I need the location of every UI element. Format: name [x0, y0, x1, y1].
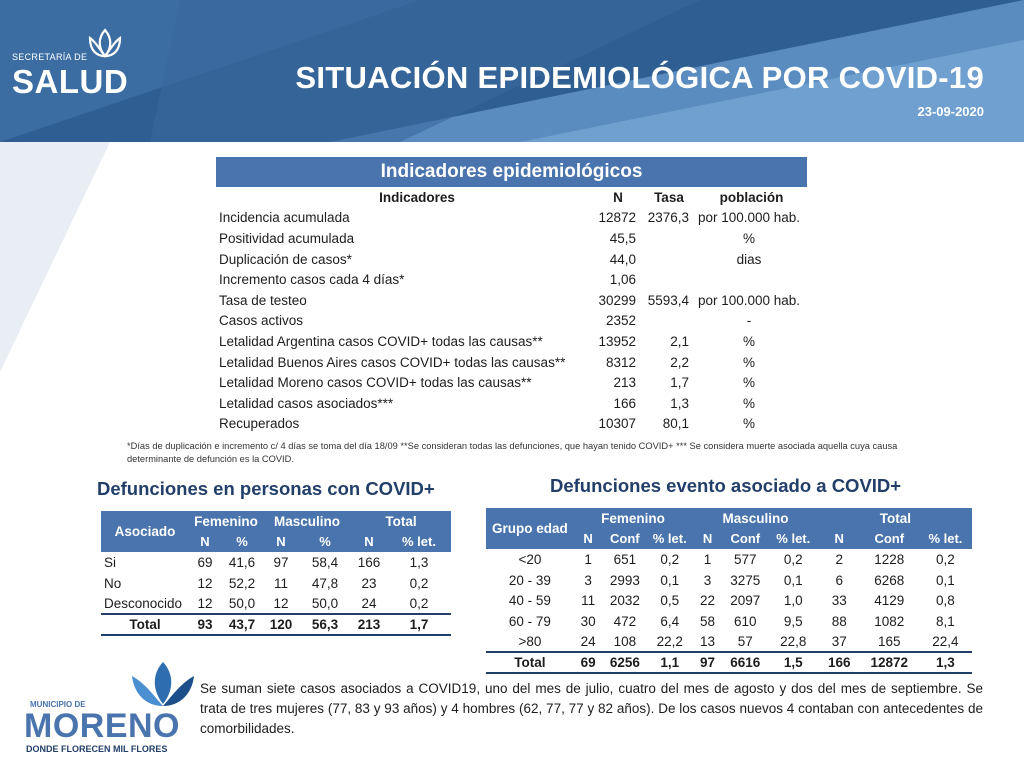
indicator-poblacion: % [742, 354, 755, 370]
sub-col: % let. [928, 531, 963, 547]
indicator-poblacion: - [746, 313, 752, 329]
header-n: N [613, 189, 623, 205]
cell: 13 [700, 633, 716, 649]
municipio-label: MUNICIPIO DE [30, 700, 86, 709]
cell: 37 [831, 633, 847, 649]
deaths-assoc-table [486, 508, 972, 674]
indicator-n: 166 [613, 395, 636, 411]
cell: 1 [703, 551, 712, 567]
cell: 472 [613, 613, 637, 629]
table-row [101, 552, 451, 573]
cell: 52,2 [228, 575, 256, 591]
sub-col: Conf [610, 531, 640, 547]
cell: 6,4 [660, 613, 680, 629]
cell: 0,2 [660, 551, 680, 567]
table-row [486, 590, 972, 611]
table-row [486, 632, 972, 653]
cell: 12 [273, 595, 289, 611]
cell: 50,0 [228, 595, 256, 611]
cell: 0,1 [660, 572, 680, 588]
cell: 33 [831, 593, 847, 609]
municipio-slogan: DONDE FLORECEN MIL FLORES [26, 744, 168, 754]
total-row [101, 614, 451, 635]
total-cell: 56,3 [299, 614, 351, 635]
sub-col: % let. [402, 534, 436, 550]
table-row [486, 611, 972, 632]
row-label: 40 - 59 [508, 593, 551, 609]
cell: 1,3 [409, 554, 429, 570]
indicator-poblacion: por 100.000 hab. [697, 210, 801, 226]
table-row [486, 549, 972, 570]
indicator-n: 1,06 [609, 272, 636, 288]
indicator-n: 30299 [598, 292, 636, 308]
cell: 2993 [609, 572, 640, 588]
cell: 23 [361, 575, 377, 591]
indicator-row [216, 352, 807, 373]
cell: 58,4 [311, 554, 339, 570]
indicators-table [216, 157, 807, 434]
indicator-row [216, 269, 807, 290]
indicator-row [216, 249, 807, 270]
indicator-name: Casos activos [219, 313, 304, 329]
header-indicador: Indicadores [379, 189, 455, 205]
total-cell: 93 [189, 614, 221, 635]
deaths-assoc-title: Defunciones evento asociado a COVID+ [550, 475, 902, 496]
cell: 6268 [874, 572, 905, 588]
indicator-n: 10307 [598, 416, 636, 432]
cell: 2097 [730, 593, 761, 609]
total-cell: 6616 [723, 652, 768, 673]
col-total: Total [385, 513, 417, 529]
indicator-name: Letalidad casos asociados*** [219, 395, 394, 411]
cell: 2 [835, 551, 843, 567]
cell: 0,5 [660, 593, 680, 609]
col-asociado: Asociado [114, 524, 176, 540]
header-tasa: Tasa [654, 189, 684, 205]
indicator-tasa: 80,1 [662, 416, 689, 432]
indicator-poblacion: % [742, 395, 755, 411]
cell: 610 [734, 613, 757, 629]
cell: 57 [737, 633, 753, 649]
indicator-poblacion: % [742, 375, 755, 391]
total-cell: 1,7 [387, 614, 451, 635]
header-accent-shape [0, 142, 110, 372]
indicator-poblacion: % [742, 230, 755, 246]
deaths-covid-table [101, 511, 451, 636]
cell: 108 [613, 633, 637, 649]
total-label: Total [101, 614, 189, 635]
indicator-n: 12872 [598, 210, 636, 226]
sub-col: % [236, 534, 248, 550]
col-total: Total [879, 510, 912, 526]
sub-col: N [834, 531, 844, 547]
total-cell: 166 [819, 652, 860, 673]
indicator-name: Positividad acumulada [219, 230, 355, 246]
cell: 12 [197, 595, 213, 611]
cell: 8,1 [936, 613, 955, 629]
indicator-row [216, 208, 807, 229]
indicator-n: 13952 [598, 333, 636, 349]
lotus-icon [84, 26, 126, 64]
cell: 22,4 [932, 633, 959, 649]
sub-col: Conf [874, 531, 905, 547]
indicator-row [216, 393, 807, 414]
total-cell: 1,1 [647, 652, 692, 673]
cell: 577 [734, 551, 757, 567]
cell: 651 [613, 551, 637, 567]
cell: 50,0 [311, 595, 339, 611]
cell: 166 [357, 554, 381, 570]
indicator-row [216, 414, 807, 435]
total-row [486, 652, 972, 673]
cell: 1,0 [783, 593, 803, 609]
cell: 1 [584, 551, 592, 567]
indicator-name: Letalidad Moreno casos COVID+ todas las causas** [219, 375, 532, 391]
table-row [101, 593, 451, 614]
total-cell: 97 [692, 652, 723, 673]
col-femenino: Femenino [194, 513, 258, 529]
row-label: 20 - 39 [508, 572, 551, 588]
cell: 88 [831, 613, 847, 629]
indicator-row [216, 372, 807, 393]
indicator-poblacion: % [742, 333, 755, 349]
col-masculino: Masculino [722, 510, 789, 526]
cell: 22 [700, 593, 716, 609]
page-title: SITUACIÓN EPIDEMIOLÓGICA POR COVID-19 [295, 60, 984, 95]
indicator-name: Tasa de testeo [219, 292, 307, 308]
indicator-name: Letalidad Argentina casos COVID+ todas las causas** [219, 333, 543, 349]
cell: 0,2 [783, 551, 803, 567]
sub-col: N [276, 534, 286, 550]
indicator-tasa: 1,3 [670, 395, 689, 411]
cell: 41,6 [228, 554, 256, 570]
indicator-n: 45,5 [609, 230, 636, 246]
cell: 1228 [874, 551, 905, 567]
cell: 1082 [874, 613, 905, 629]
cell: 9,5 [783, 613, 803, 629]
indicator-tasa: 5593,4 [647, 292, 689, 308]
sub-col: N [702, 531, 713, 547]
indicator-n: 2352 [605, 313, 636, 329]
header-poblacion: población [719, 189, 784, 205]
total-cell: 1,5 [768, 652, 819, 673]
indicator-name: Incremento casos cada 4 días* [219, 272, 405, 288]
indicator-tasa: 2,2 [670, 354, 689, 370]
sub-col: Conf [730, 531, 761, 547]
sub-col: % [319, 534, 331, 550]
cell: 69 [197, 554, 213, 570]
cell: 2032 [609, 593, 640, 609]
report-date: 23-09-2020 [917, 104, 984, 119]
cell: 0,2 [409, 575, 429, 591]
indicator-row [216, 311, 807, 332]
row-label: >80 [518, 633, 542, 649]
total-cell: 213 [351, 614, 387, 635]
cell: 0,2 [409, 595, 429, 611]
cell: 11 [581, 593, 596, 609]
col-femenino: Femenino [601, 510, 665, 526]
col-masculino: Masculino [273, 513, 340, 529]
deaths-covid-title: Defunciones en personas con COVID+ [97, 478, 435, 499]
row-label: No [104, 575, 122, 591]
total-cell: 69 [574, 652, 603, 673]
indicator-name: Letalidad Buenos Aires casos COVID+ todas las causas** [219, 354, 566, 370]
total-cell: 43,7 [221, 614, 263, 635]
indicator-row [216, 331, 807, 352]
indicator-n: 213 [613, 375, 636, 391]
summary-paragraph: Se suman siete casos asociados a COVID19, uno del mes de julio, cuatro del mes de agosto y dos del mes de septiembre. Se trata de tres mujeres (77, 83 y 93 años) y 4 hombres (62, 77, 77 y 82 años). De los casos nuevos 4 contaban con antecedentes de comorbilidades. [200, 681, 983, 736]
indicator-tasa: 2376,3 [647, 210, 689, 226]
sub-col: N [583, 531, 593, 547]
indicator-name: Duplicación de casos* [219, 251, 352, 267]
salud-logo [12, 26, 127, 101]
indicator-poblacion: por 100.000 hab. [697, 292, 801, 308]
indicator-n: 8312 [605, 354, 636, 370]
indicators-title: Indicadores epidemiológicos [216, 157, 807, 187]
total-cell: 120 [263, 614, 299, 635]
table-row [486, 570, 972, 591]
cell: 0,2 [936, 551, 955, 567]
cell: 58 [700, 613, 716, 629]
cell: 3 [703, 572, 712, 588]
cell: 4129 [874, 593, 905, 609]
indicator-row [216, 228, 807, 249]
row-label: <20 [518, 551, 542, 567]
cell: 3 [584, 572, 592, 588]
sub-col: % let. [776, 531, 811, 547]
cell: 24 [580, 633, 596, 649]
indicator-poblacion: dias [736, 251, 762, 267]
row-label: Si [104, 554, 117, 570]
total-label: Total [486, 652, 574, 673]
row-label: 60 - 79 [508, 613, 551, 629]
cell: 12 [197, 575, 213, 591]
total-cell: 1,3 [919, 652, 972, 673]
cell: 22,2 [656, 633, 683, 649]
org-name: SALUD [12, 63, 129, 100]
indicator-poblacion: % [742, 416, 755, 432]
total-cell: 6256 [602, 652, 647, 673]
cell: 97 [273, 554, 289, 570]
org-subtitle: SECRETARÍA DE [12, 52, 88, 62]
footnote: *Días de duplicación e incremento c/ 4 días se toma del día 18/09 **Se consideran todas las defunciones, que hayan tenido COVID+ *** Se considera muerte asociada aquella cuya causa determinante de defunción es la COVID. [127, 441, 898, 464]
cell: 22,8 [780, 633, 807, 649]
cell: 0,1 [936, 572, 955, 588]
cell: 3275 [730, 572, 761, 588]
sub-col: N [200, 534, 210, 550]
indicator-name: Recuperados [219, 416, 300, 432]
indicators-header [216, 187, 807, 208]
table-row [101, 573, 451, 594]
cell: 24 [361, 595, 377, 611]
sub-col: N [364, 534, 374, 550]
row-label: Desconocido [104, 595, 183, 611]
indicator-n: 44,0 [609, 251, 636, 267]
col-grupo-edad: Grupo edad [492, 521, 568, 537]
total-cell: 12872 [860, 652, 919, 673]
indicator-row [216, 290, 807, 311]
indicator-name: Incidencia acumulada [219, 210, 350, 226]
cell: 6 [835, 572, 843, 588]
cell: 30 [580, 613, 596, 629]
cell: 165 [877, 633, 901, 649]
cell: 0,1 [783, 572, 803, 588]
moreno-logo [20, 660, 180, 760]
cell: 0,8 [936, 593, 955, 609]
indicator-tasa: 2,1 [670, 333, 689, 349]
sub-col: % let. [652, 531, 687, 547]
cell: 11 [273, 575, 288, 591]
municipio-name: MORENO [24, 707, 180, 745]
cell: 47,8 [311, 575, 339, 591]
indicator-tasa: 1,7 [670, 375, 689, 391]
